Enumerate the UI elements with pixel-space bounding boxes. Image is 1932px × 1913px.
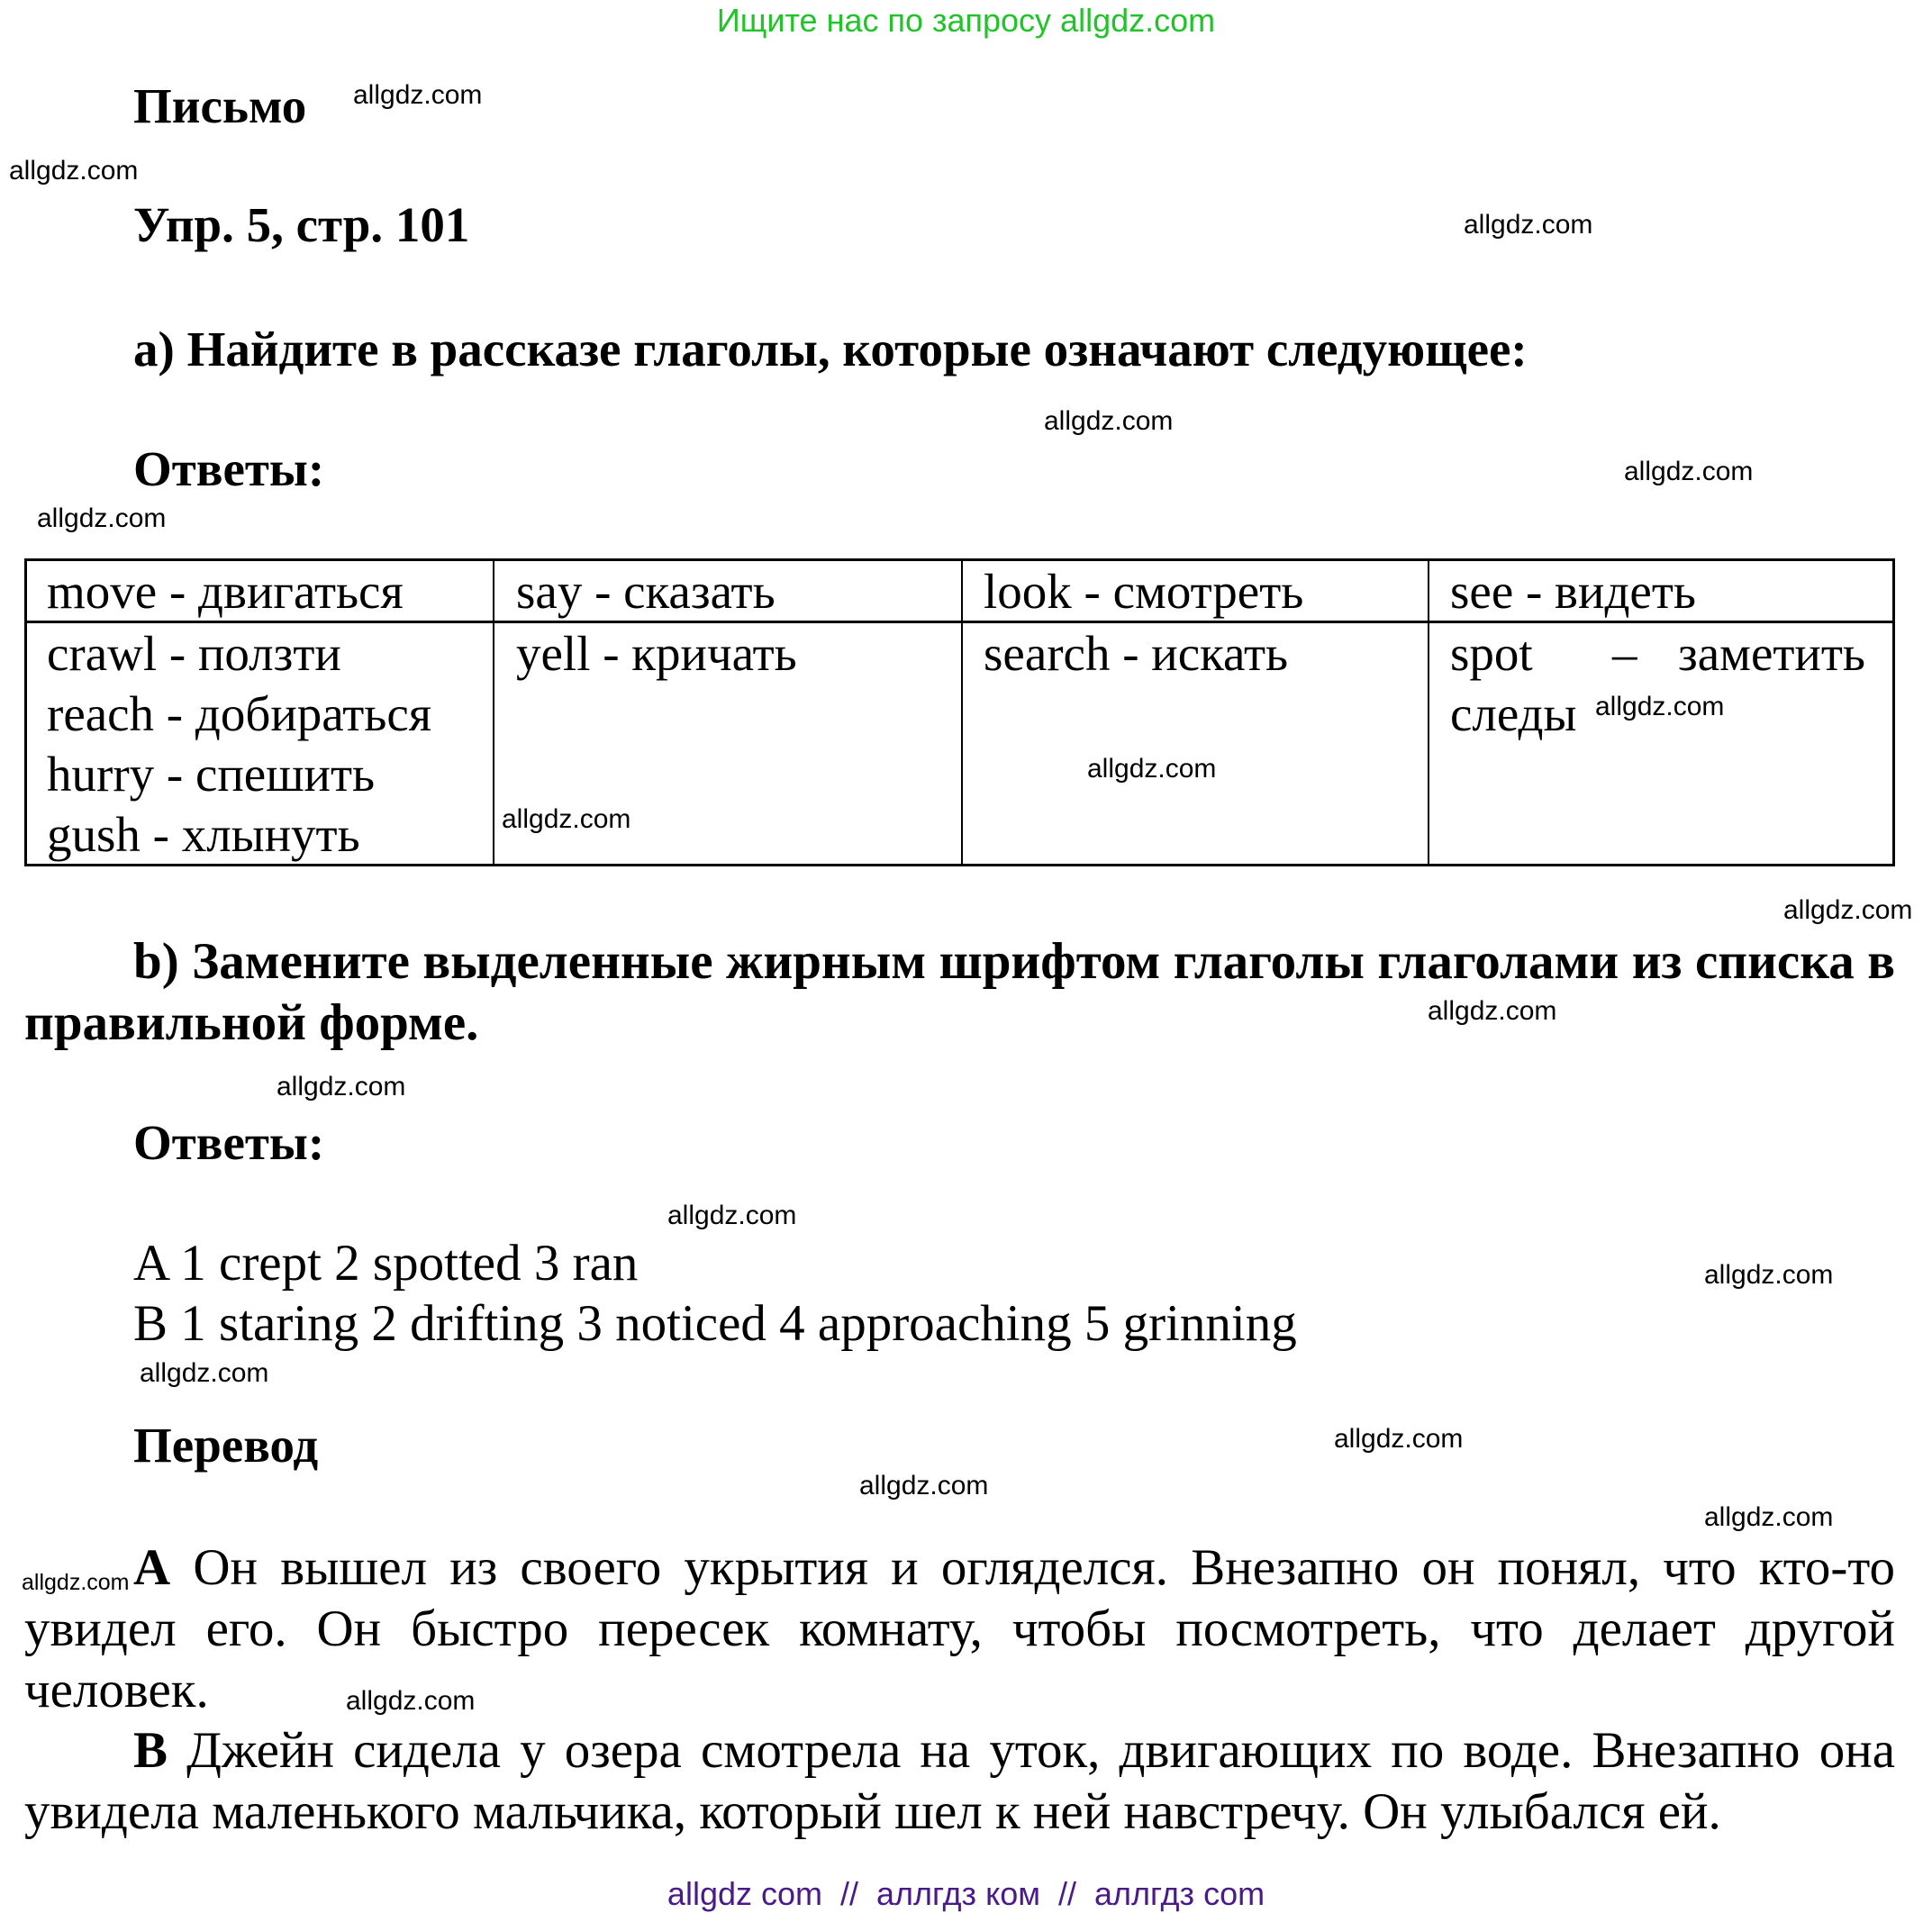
table-cell: –	[1612, 626, 1637, 681]
paragraph-letter: A	[133, 1539, 171, 1596]
table-header: move - двигаться	[47, 564, 404, 619]
footer-links[interactable]: allgdz com // аллгдз ком // аллгдз com	[667, 1875, 1265, 1912]
table-header: look - смотреть	[984, 564, 1304, 619]
column-divider	[493, 561, 494, 864]
task-a-heading: a) Найдите в рассказе глаголы, которые означают следующее:	[133, 322, 1528, 376]
translation-paragraph-a	[24, 1537, 1895, 1721]
watermark: allgdz.com	[9, 156, 139, 186]
task-b-heading: b) Замените выделенные жирным шрифтом глаголы глаголами из списка в правильной форме.	[24, 933, 1895, 1051]
watermark: allgdz.com	[140, 1358, 269, 1388]
watermark: allgdz.com	[1704, 1502, 1834, 1532]
paragraph-text: Он вышел из своего укрытия и огляделся. Внезапно он понял, что кто-то увидел его. Он быстро пересек комнату, чтобы посмотреть, что делает другой человек.	[24, 1539, 1895, 1718]
column-divider	[961, 561, 963, 864]
column-divider	[1428, 561, 1429, 864]
table-cell: hurry - спешить	[47, 747, 376, 802]
table-cell: yell - кричать	[516, 626, 797, 681]
watermark: allgdz.com	[1595, 692, 1725, 721]
table-cell: reach - добираться	[47, 686, 432, 741]
watermark: allgdz.com	[502, 804, 631, 834]
page-title: Письмо	[133, 78, 307, 133]
watermark: allgdz.com	[277, 1072, 406, 1102]
table-cell: spot	[1450, 626, 1533, 681]
watermark: allgdz.com	[353, 80, 483, 110]
translation-paragraph-b	[24, 1720, 1895, 1843]
table-cell: search - искать	[984, 626, 1289, 681]
table-cell: следы	[1450, 686, 1577, 741]
watermark: allgdz.com	[1704, 1260, 1834, 1290]
watermark: allgdz.com	[667, 1201, 797, 1230]
table-cell: gush - хлынуть	[47, 807, 360, 862]
watermark: allgdz.com	[1087, 754, 1217, 784]
watermark: allgdz.com	[37, 503, 167, 533]
table-header: see - видеть	[1450, 564, 1696, 619]
table-cell: заметить	[1678, 626, 1865, 681]
watermark: allgdz.com	[22, 1570, 130, 1595]
watermark: allgdz.com	[1334, 1424, 1464, 1454]
watermark: allgdz.com	[1044, 406, 1174, 436]
table-cell: crawl - ползти	[47, 626, 341, 681]
answer-line-a: A 1 crept 2 spotted 3 ran	[133, 1235, 639, 1292]
answers-label-a: Ответы:	[133, 441, 325, 496]
watermark: allgdz.com	[859, 1471, 989, 1500]
watermark: allgdz.com	[1783, 895, 1913, 925]
watermark: allgdz.com	[1624, 457, 1754, 486]
top-banner: Ищите нас по запросу allgdz.com	[716, 2, 1216, 39]
paragraph-letter: B	[133, 1722, 168, 1779]
exercise-heading: Упр. 5, стр. 101	[133, 197, 470, 252]
watermark: allgdz.com	[1428, 996, 1557, 1026]
answer-line-b: B 1 staring 2 drifting 3 noticed 4 approaching 5 grinning	[133, 1295, 1297, 1352]
answers-label-b: Ответы:	[133, 1115, 325, 1170]
watermark: allgdz.com	[1464, 210, 1593, 240]
watermark: allgdz.com	[346, 1686, 476, 1716]
paragraph-text: Джейн сидела у озера смотрела на уток, двигающих по воде. Внезапно она увидела маленького мальчика, который шел к ней навстречу. Он улыбался ей.	[24, 1722, 1895, 1840]
translation-heading: Перевод	[133, 1418, 319, 1473]
table-header: say - сказать	[516, 564, 776, 619]
